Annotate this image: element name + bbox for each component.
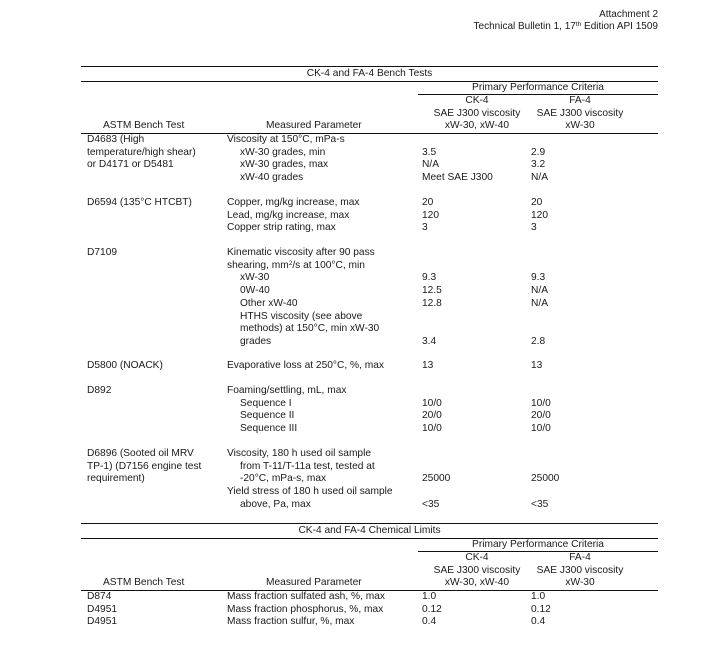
d6594-test: D6594 (135°C HTCBT) [87,197,192,208]
d7109-param-line1: Kinematic viscosity after 90 pass [227,247,375,258]
d5800-param: Evaporative loss at 250°C, %, max [227,360,384,371]
d7109-ck4-value: 12.5 [422,285,442,297]
bench-col-param-header: Measured Parameter [266,120,362,132]
d7109-hths-ck4: 3.4 [422,335,437,347]
d4683-test-line2: temperature/high shear) [87,146,196,158]
d7109-hths-fa4: 2.8 [531,335,546,347]
d892-sub-label: Sequence III [240,423,298,435]
d892-sub-label: Sequence II [240,410,295,422]
chem-ck4-line2: xW-30, xW-40 [444,577,510,589]
chem-fa4-name: FA-4 [569,552,591,563]
chem-ck4-line1: SAE J300 viscosity [433,564,521,576]
chem-row-test: D4951 [87,603,118,615]
d6594-ck4-value: 20 [422,197,434,208]
bench-fa4-line2: xW-30 [565,120,595,132]
d7109-fa4-value: N/A [531,285,548,297]
d4683-test-line3: or D4171 or D5481 [87,159,174,171]
chem-row-fa4: 0.4 [531,616,546,628]
chem-row-fa4: 0.12 [531,603,551,615]
d4683-fa4-value: N/A [531,172,548,184]
chem-ck4-name: CK-4 [465,552,489,563]
d6594-param: Copper strip rating, max [227,222,336,234]
d6896-param-line3: -20°C, mPa-s, max [240,473,327,485]
d6896-test-line1: D6896 (Sooted oil MRV [87,448,194,459]
d6896-param-line4: Yield stress of 180 h used oil sample [227,486,393,498]
d5800-fa4-value: 13 [531,360,543,371]
d7109-ck4-value: 9.3 [422,272,437,284]
d4683-ck4-value: Meet SAE J300 [422,172,493,184]
bench-col-test-header: ASTM Bench Test [103,120,185,132]
d4683-fa4-value: 2.9 [531,146,546,158]
chem-row-param: Mass fraction sulfated ash, %, max [227,591,385,602]
d6896-param-line1: Viscosity, 180 h used oil sample [227,448,372,459]
d6896-fa4-yield: <35 [531,498,549,510]
d892-fa4-value: 20/0 [531,410,551,422]
document-header [474,9,658,33]
d5800-test: D5800 (NOACK) [87,360,163,371]
d6594-fa4-value: 120 [531,209,548,221]
d4683-ck4-value: N/A [422,159,439,171]
d892-ck4-value: 10/0 [422,397,442,409]
bench-table-top-rule [81,66,658,67]
d6896-test-line2: TP-1) (D7156 engine test [87,460,202,472]
chem-row-test: D4951 [87,616,118,628]
d7109-sub-label: Other xW-40 [240,297,298,309]
chem-row-ck4: 0.12 [422,603,442,615]
d7109-param-line2: shearing, $mm^2/s$ at 100°C, min [227,259,365,271]
chem-fa4-line2: xW-30 [565,577,595,589]
d4683-sub-label: xW-30 grades, max [240,159,329,171]
bench-table-title: CK-4 and FA-4 Bench Tests [306,68,433,79]
d7109-hths-line2: methods) at 150°C, min xW-30 [240,323,380,335]
chem-table-top-rule [81,523,658,524]
chem-row-test: D874 [87,591,112,602]
chem-row-ck4: 0.4 [422,616,437,628]
bench-ck4-line2: xW-30, xW-40 [444,120,510,132]
d7109-hths-line3: grades [240,335,272,347]
d6896-param-line5: above, Pa, max [240,498,311,510]
bulletin-label: Technical Bulletin 1, 17th Edition API 1509 [473,21,658,32]
d892-ck4-value: 10/0 [422,423,442,435]
d6594-fa4-value: 3 [531,222,537,234]
d4683-sub-label: xW-40 grades [240,172,304,184]
chem-col-test-header: ASTM Bench Test [103,577,185,589]
d7109-sub-label: xW-30 [240,272,270,284]
bench-header-rule [81,133,658,134]
bench-ck4-line1: SAE J300 viscosity [433,107,521,119]
chem-col-param-header: Measured Parameter [266,577,362,589]
bench-fa4-line1: SAE J300 viscosity [536,107,624,119]
chem-row-param: Mass fraction sulfur, %, max [227,616,355,628]
d892-ck4-value: 20/0 [422,410,442,422]
d892-fa4-value: 10/0 [531,423,551,435]
d6896-ck4-viscosity: 25000 [422,473,451,485]
d7109-fa4-value: 9.3 [531,272,546,284]
chem-criteria-heading: Primary Performance Criteria [472,539,604,550]
chem-row-param: Mass fraction phosphorus, %, max [227,603,384,615]
d6896-ck4-yield: <35 [422,498,440,510]
d6594-ck4-value: 3 [422,222,428,234]
chem-table-title: CK-4 and FA-4 Chemical Limits [298,525,441,536]
chem-row-ck4: 1.0 [422,591,437,602]
d4683-test-line1: D4683 (High [87,134,145,145]
d4683-ck4-value: 3.5 [422,146,437,158]
d4683-param: Viscosity at 150°C, mPa-s [227,134,345,145]
d6594-ck4-value: 120 [422,209,439,221]
d7109-fa4-value: N/A [531,297,548,309]
bench-criteria-heading: Primary Performance Criteria [472,82,604,93]
d892-fa4-value: 10/0 [531,397,551,409]
bench-fa4-name: FA-4 [569,95,591,106]
d892-param: Foaming/settling, mL, max [227,385,347,396]
d7109-hths-line1: HTHS viscosity (see above [240,310,363,322]
d4683-sub-label: xW-30 grades, min [240,146,326,158]
d7109-ck4-value: 12.8 [422,297,442,309]
bench-ck4-name: CK-4 [465,95,489,106]
d892-sub-label: Sequence I [240,397,292,409]
d7109-sub-label: 0W-40 [240,285,270,297]
d6594-param: Lead, mg/kg increase, max [227,209,350,221]
attachment-label: Attachment 2 [599,9,658,20]
d6594-param: Copper, mg/kg increase, max [227,197,360,208]
d5800-ck4-value: 13 [422,360,434,371]
d7109-test: D7109 [87,247,118,258]
d6896-test-line3: requirement) [87,473,145,485]
d6896-fa4-viscosity: 25000 [531,473,560,485]
d6594-fa4-value: 20 [531,197,543,208]
d4683-fa4-value: 3.2 [531,159,546,171]
chem-row-fa4: 1.0 [531,591,546,602]
d892-test: D892 [87,385,112,396]
d6896-param-line2: from T-11/T-11a test, tested at [240,460,375,472]
chem-fa4-line1: SAE J300 viscosity [536,564,624,576]
